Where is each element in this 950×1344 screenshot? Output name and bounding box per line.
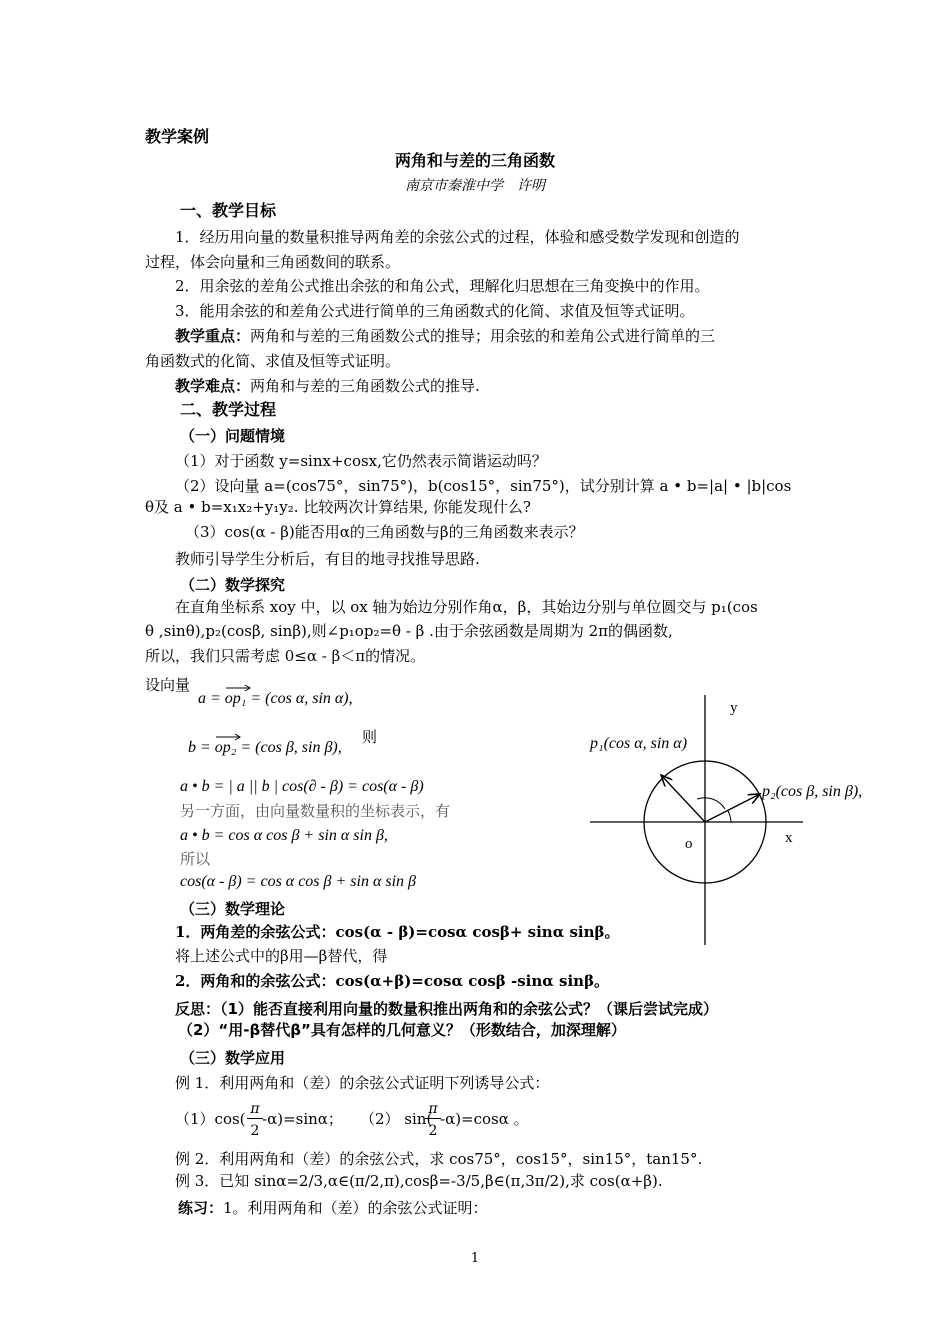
- example-1: 例 1．利用两角和（差）的余弦公式证明下列诱导公式：: [175, 1074, 550, 1092]
- other-hand-text: 另一方面，由向量数量积的坐标表示，有: [180, 802, 451, 820]
- y-axis-label: y: [730, 700, 738, 716]
- question-3: （3）cos(α - β)能否用α的三角函数与β的三角函数来表示？: [185, 523, 584, 541]
- explore-line-2: θ ,sinθ),p₂(cosβ, sinβ),则∠p₁op₂=θ - β .由于余弦函数是周期为 2π的偶函数,: [145, 622, 673, 640]
- subsection-theory: （三）数学理论: [180, 900, 286, 918]
- angle-arc-beta: [728, 811, 731, 822]
- then-word: 则: [362, 728, 378, 746]
- doc-label: 教学案例: [145, 127, 210, 146]
- doc-author: 南京市秦淮中学 许明: [405, 178, 545, 194]
- reflection-2: （2）“用-β替代β”具有怎样的几何意义？（形数结合，加深理解）: [178, 1021, 626, 1039]
- example-1-part-2-pre: （2） sin(: [360, 1110, 433, 1128]
- fraction-2-numerator: π: [428, 1101, 438, 1117]
- theorem-1: [175, 923, 619, 941]
- difficulty-label: 教学难点：: [175, 377, 251, 395]
- explore-line-1: 在直角坐标系 xoy 中，以 ox 轴为始边分别作角α，β，其始边分别与单位圆交与 p₁(cos: [175, 598, 758, 616]
- fraction-2-denominator: 2: [428, 1123, 438, 1139]
- objective-1-line-2: 过程，体会向量和三角函数间的联系。: [145, 253, 401, 271]
- difficulty-text: 两角和与差的三角函数公式的推导.: [250, 377, 480, 395]
- key-points-line-2: 角函数式的化简、求值及恒等式证明。: [145, 352, 401, 370]
- section-2-heading: 二、教学过程: [180, 400, 277, 419]
- fraction-2-bar: [425, 1118, 441, 1119]
- angle-arc-alpha: [697, 798, 725, 809]
- vector-arrow-op1: [226, 684, 252, 692]
- example-1-part-1-post: -α)=sinα；: [262, 1110, 343, 1128]
- unit-circle-figure: [585, 690, 895, 950]
- origin-label: o: [685, 836, 693, 852]
- question-2-line-2: θ及 a • b=x₁x₂+y₁y₂. 比较两次计算结果, 你能发现什么?: [145, 498, 531, 516]
- objective-3: 3．能用余弦的和差角公式进行简单的三角函数式的化简、求值及恒等式证明。: [175, 302, 695, 320]
- theorem-2-formula: cos(α+β)=cosα cosβ -sinα sinβ。: [335, 972, 610, 990]
- theorem-1-formula: cos(α - β)=cosα cosβ+ sinα sinβ。: [335, 923, 620, 941]
- page-number: 1: [470, 1251, 480, 1266]
- replacement-note: 将上述公式中的β用—β替代，得: [175, 947, 388, 965]
- fraction-1-denominator: 2: [250, 1123, 260, 1139]
- key-points-line-1: [175, 327, 715, 345]
- theorem-1-label: 1．两角差的余弦公式：: [175, 923, 336, 941]
- question-1: （1）对于函数 y=sinx+cosx,它仍然表示简谐运动吗？: [175, 452, 547, 470]
- teacher-guide: 教师引导学生分析后，有目的地寻找推导思路.: [175, 550, 480, 568]
- subsection-application: （三）数学应用: [180, 1049, 286, 1067]
- vector-a-equation: a = op₁ = (cos α, sin α),: [198, 690, 353, 707]
- difference-formula-result: cos(α - β) = cos α cos β + sin α sin β: [180, 873, 417, 890]
- dot-product-coordinates: a • b = cos α cos β + sin α sin β,: [180, 827, 388, 844]
- vector-op2: [705, 794, 760, 822]
- theorem-2-label: 2．两角和的余弦公式：: [175, 972, 336, 990]
- example-2: 例 2．利用两角和（差）的余弦公式，求 cos75°，cos15°，sin15°，tan15°.: [175, 1150, 703, 1168]
- practice-text: 1。利用两角和（差）的余弦公式证明：: [223, 1199, 488, 1217]
- so-word: 所以: [180, 850, 211, 868]
- key-points-label: 教学重点：: [175, 327, 251, 345]
- objective-2: 2．用余弦的差角公式推出余弦的和角公式，理解化归思想在三角变换中的作用。: [175, 277, 710, 295]
- explore-line-3: 所以，我们只需考虑 0≤α - β＜π的情况。: [145, 647, 426, 665]
- reflection-1: 反思：（1）能否直接利用向量的数量积推出两角和的余弦公式？（课后尝试完成）: [175, 1000, 718, 1018]
- x-axis-label: x: [785, 830, 793, 846]
- key-points-text: 两角和与差的三角函数公式的推导；用余弦的和差角公式进行简单的三: [250, 327, 716, 345]
- section-1-heading: 一、教学目标: [180, 201, 277, 220]
- example-3: 例 3．已知 sinα=2/3,α∈(π/2,π),cosβ=-3/5,β∈(π,3π/2),求 cos(α+β).: [175, 1172, 663, 1190]
- vector-arrow-op2: [216, 733, 242, 741]
- objective-1-line-1: 1．经历用向量的数量积推导两角差的余弦公式的过程，体验和感受数学发现和创造的: [175, 228, 740, 246]
- practice-label: 练习：: [178, 1199, 224, 1217]
- theorem-2: [175, 972, 609, 990]
- subsection-explore: （二）数学探究: [180, 576, 286, 594]
- p2-label: p₂(cos β, sin β),: [762, 783, 863, 800]
- question-2-line-1: （2）设向量 a=(cos75°，sin75°)，b(cos15°，sin75°)，试分别计算 a • b=|a| • |b|cos: [175, 477, 792, 495]
- fraction-1-bar: [247, 1118, 263, 1119]
- vector-b-equation: b = op₂ = (cos β, sin β),: [188, 739, 342, 756]
- example-1-part-2-post: -α)=cosα 。: [440, 1110, 529, 1128]
- difficulty-line: [175, 377, 480, 395]
- set-vector-label: 设向量: [145, 676, 191, 694]
- dot-product-magnitude: a • b = | a || b | cos(∂ - β) = cos(α - β): [180, 778, 424, 795]
- practice-line: [178, 1199, 488, 1217]
- fraction-1-numerator: π: [250, 1101, 260, 1117]
- example-1-part-1-pre: （1）cos(: [175, 1110, 246, 1128]
- doc-title: 两角和与差的三角函数: [394, 151, 555, 170]
- p1-label: p₁(cos α, sin α): [590, 735, 688, 752]
- subsection-problem: （一）问题情境: [180, 427, 286, 445]
